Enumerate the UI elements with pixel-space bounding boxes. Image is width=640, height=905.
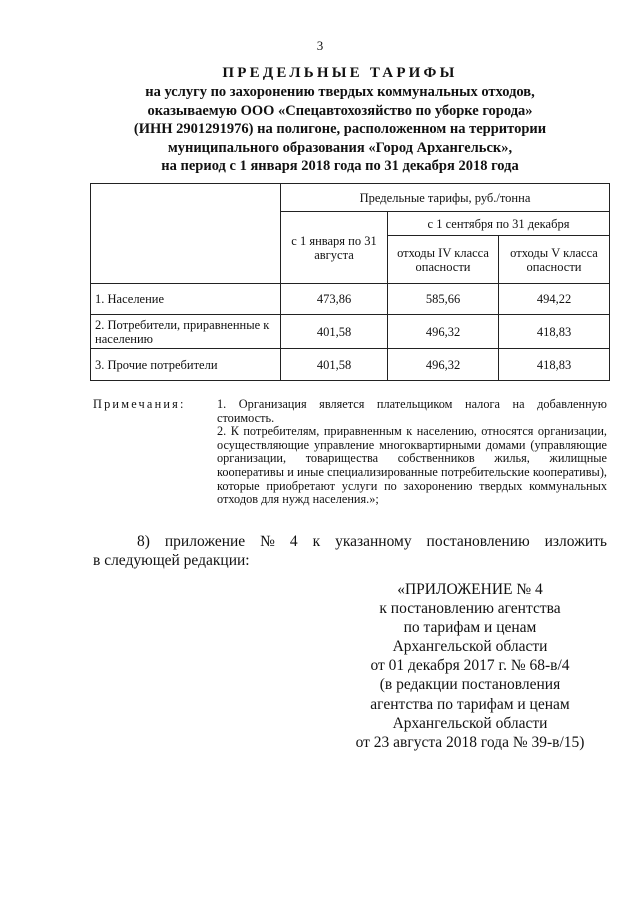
appendix-line: Архангельской области — [392, 714, 548, 732]
table-row — [91, 284, 610, 315]
title-line: (ИНН 2901291976) на полигоне, расположенном на территории — [133, 121, 547, 138]
cell-period1: 401,58 — [281, 349, 388, 381]
row-label: 2. Потребители, приравненные к населению — [91, 315, 281, 349]
document-title — [60, 64, 620, 175]
page-number: 3 — [316, 38, 324, 53]
appendix-line: (в редакции постановления — [379, 676, 561, 694]
paragraph-word: 8) — [137, 533, 150, 550]
cell-period1: 401,58 — [281, 315, 388, 349]
paragraph-word: изложить — [544, 533, 607, 550]
appendix-line: «ПРИЛОЖЕНИЕ № 4 — [397, 581, 543, 598]
paragraph-word: 4 — [289, 533, 298, 550]
note-item: 2. К потребителям, приравненным к населению, относятся организации, осуществляющие управление многоквартирными домами (управляющие организации, товарищества собственников жилья, жилищные кооперативы и иные специализированные потребительские кооперативы), которые приобретают услуги по захоронению твердых коммунальных отходов для нужд населения.»; — [217, 424, 607, 507]
note-item: 1. Организация является плательщиком налога на добавленную стоимость. — [217, 397, 607, 425]
table-row — [91, 349, 610, 381]
table-row — [91, 315, 610, 349]
cell-class4: 585,66 — [388, 284, 499, 315]
row-label: 1. Население — [91, 284, 281, 315]
tariffs-table — [90, 183, 610, 381]
table-header-period2: с 1 сентября по 31 декабря — [388, 212, 610, 236]
title-line: муниципального образования «Город Архангельск», — [167, 139, 513, 156]
notes-section — [93, 398, 607, 507]
paragraph-word: указанному — [335, 533, 412, 550]
amendment-paragraph — [93, 532, 607, 570]
paragraph-line-1 — [93, 532, 607, 551]
cell-class5: 418,83 — [499, 349, 610, 381]
appendix-line: агентства по тарифам и ценам — [370, 695, 570, 713]
title-line: оказываемую ООО «Спецавтохозяйство по уборке города» — [147, 102, 533, 119]
notes-label: Примечания: — [93, 397, 186, 411]
title-line: на услугу по захоронению твердых коммунальных отходов, — [145, 84, 535, 101]
title-line: на период с 1 января 2018 года по 31 декабря 2018 года — [161, 158, 519, 175]
cell-class4: 496,32 — [388, 349, 499, 381]
cell-class5: 494,22 — [499, 284, 610, 315]
appendix-line: от 23 августа 2018 года № 39-в/15) — [355, 733, 585, 751]
table-header-period1: с 1 января по 31 августа — [281, 212, 388, 284]
table-header-main: Предельные тарифы, руб./тонна — [281, 184, 610, 212]
notes-body — [217, 398, 607, 507]
paragraph-word: приложение — [164, 533, 246, 550]
table-header-class4: отходы IV класса опасности — [388, 236, 499, 284]
cell-class5: 418,83 — [499, 315, 610, 349]
cell-class4: 496,32 — [388, 315, 499, 349]
paragraph-word: № — [260, 533, 275, 550]
appendix-line: от 01 декабря 2017 г. № 68-в/4 — [370, 657, 570, 675]
appendix-line: Архангельской области — [392, 638, 548, 656]
row-label: 3. Прочие потребители — [91, 349, 281, 381]
paragraph-line-2: в следующей редакции: — [93, 552, 250, 569]
appendix-heading — [340, 580, 600, 752]
table-corner-cell — [91, 184, 281, 284]
title-main: ПРЕДЕЛЬНЫЕ ТАРИФЫ — [222, 65, 458, 81]
appendix-line: к постановлению агентства — [379, 600, 561, 618]
paragraph-word: к — [312, 533, 321, 550]
table-header-class5: отходы V класса опасности — [499, 236, 610, 284]
paragraph-word: постановлению — [426, 533, 530, 550]
appendix-line: по тарифам и ценам — [403, 619, 537, 637]
cell-period1: 473,86 — [281, 284, 388, 315]
